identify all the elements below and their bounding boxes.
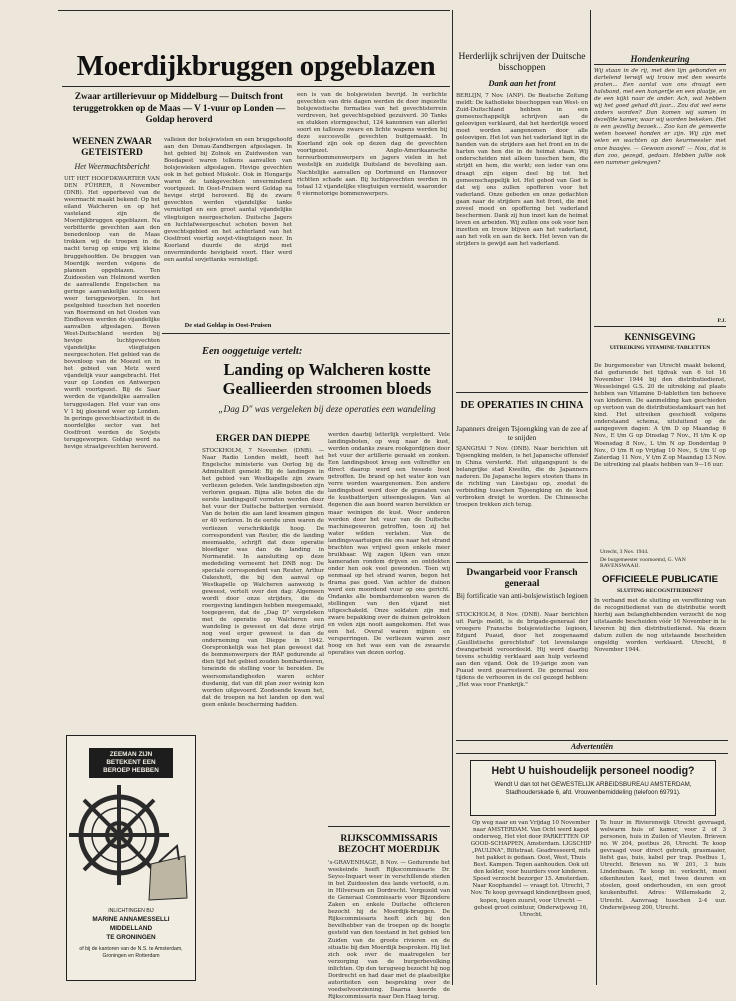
kennis-signer: De burgemeester voornoemd, G. VAN RAVENSWAAIJ. (600, 557, 686, 569)
headline-rule (62, 86, 450, 87)
walcheren-col2: werden daarbij letterlijk verpletterd. Vele landingsboten, op weg naar de kust, werden ondanks zware rookgordijnen door het vuur der artillerie geraakt en zonken. Een landingsboot kreeg een voltreffer en direct daarop werd een tweede boot getroffen. De brand op het water kon van verre worden waargenomen. Een andere landingsboot werd door de granaten van de kustbatterijen uiteengeslagen. Van al degenen die aan boord waren bereikten er maar weinigen de kust. Weer anderen werden door het vuur van de Duitsche machinegeweren getroffen, toen zij het water wilden verlaten. Van de landingsvaartuigen die ons naar het strand brachten was vrijwel geen enkele meer bruikbaar. Wij zagen lijken van onze kameraden rondom drijven en ontdekten onder hen ook veel gewonden. Toen wij eenmaal op het strand waren, begon het drama pas goed. Van achter de duinen werd een moordend vuur op ons gericht. Ondanks alle bombardementen waren de stellingen van den vijand niet uitgeschakeld. Onze soldaten zijn met zware bepakking over de duinen getrokken en velen zijn nooit aangekomen. Het was een hel. Overal waren mijnen en versperringen. De verliezen waren zeer hoog en het was een van de zwaarste operaties van dezen oorlog. (328, 432, 450, 657)
zeeman-banner (89, 748, 173, 778)
zeeman-line-3: BEROEP HEBBEN (103, 767, 159, 774)
weenen-caption: De stad Goldap in Oost-Pruisen (184, 322, 272, 329)
walcheren-headline: Landing op Walcheren kostte Geallieerden stroomen bloeds (222, 360, 432, 398)
ship-wheel-icon (69, 780, 193, 904)
zeeman-org: MARINE ANNAMESSELLI (92, 916, 170, 923)
china-title: DE OPERATIES IN CHINA (460, 400, 584, 411)
zeeman-line-2: BETEKENT EEN (106, 759, 156, 766)
ads-rule-bottom (456, 753, 728, 754)
walcheren-col1: STOCKHOLM, 7 November. (DNB). — Naar Radio Londen meldt, heeft het Engelsche ministerie van Oorlog bij de Admiraliteit gemeld: Bij de landingen in het gebied van Westkapelle zijn zware verliezen geleden. Vele landingsboeten zijn verloren gegaan. Bijna alle boten die de eerste landingsgolf vormden werden door het vuur der Duitsche batterijen vernield. Van de boten die aan land kwamen gingen er 40 verloren. In de eerste uren waren de verliezen verschrikkelijk hoog. De correspondent van Reuter, die de landing meemaakte, schrijft dat deze operatie bloediger was dan de landing in Normandië. In aansluiting op deze mededeling verneemt het DNB nog: De speciale correspondent van Reuter, Arthur Oakeshott, die bij den aanval op Westkapelle op Walcheren aanwezig is geweest, vertelt over den dag: Algemeen wordt door onze strijders, die de roergeving landingen hebben meegemaakt, toegegeven, dat de „Dag D" vergeleken met de operatie op Walcheren een wandeling is geweest en dat deze strijd nog veel erger geweest is dan de onderneming van Dieppe in 1942. Oorspronkelijk was het plan geweest dat de bommenwerpers der RAF gedurende al dien tijd het gebied zouden bombardeeren, teneinde de stelling voor te bereiden. De weersomstandigheden waren echter dusdanig, dat van dit plan zeer weinig kon worden uitgevoerd. Zoodoende kwam het, dat de troepen na het landen op den wal geen enkele bescherming hadden. (202, 448, 324, 708)
honden-rule (594, 64, 726, 65)
weenen-title-line1: WEENEN ZWAAR (72, 137, 152, 147)
weenen-section: Het Weermachtsbericht (74, 162, 150, 171)
zeeman-inlicht: INLICHTINGEN BIJ (108, 908, 154, 914)
zeeman-line-1: ZEEMAN ZIJN (109, 751, 153, 758)
officieele-subtitle: SLUITING RECOGNITIEDIENST (617, 588, 703, 594)
section-rule (162, 333, 450, 334)
honden-signature: P.J. (717, 318, 726, 324)
weenen-text: UIT HET HOOFDKWARTIER VAN DEN FÜHRER, 8 November (DNB). Het opperbevel van de weermacht maakt bekend: Op het eiland Walcheren en op het vasteland zijn de Moerdijkbruggen opgeblazen. Na verbitterde gevechten aan den benedenloop van de Maas trokken wij de troepen in de nacht terug op enige vrij kleine bruggehoofden. De bruggen van Moerdijk werden volgens de plannen opgeblazen. Ten Zuidoosten van Helmond werden de aanvallende Engelschen na geringe aanvankelijke successen weer teruggeworpen. In het peelgebied tusschen het noorden van Roermond en het Oosten van Eindhoven werden de vijandelijke aanvallen afgeslagen. Boven West-Duitschland werden bij hevige luchtgevechten vijandelijke vliegtuigen neergeschoten. Het gebied van de bovenloop van de Moezel en in het gebied van Metz werd vijandelijk vuur aangebracht. Het vuur op Londen en Antwerpen wordt voortgezet. Bij de Saar werden de vijandelijke aanvallen teruggeslagen. Het vuur van ons V 1 bij gloeiend weer op Londen. In geringe gevechtsactiviteit in de noordelijke sector van het Oostfront werden de Sovjets teruggeworpen. Goldap werd na hevige straatgevechten heroverd. (64, 176, 160, 450)
herderlijk-title: Herderlijk schrijven der Duitsche bisschoppen (458, 52, 586, 73)
herderlijk-subtitle: Dank aan het front (488, 78, 556, 88)
ads-rule-top (456, 740, 728, 741)
main-subhead: Zwaar artillerievuur op Middelburg — Duitsch front teruggetrokken op de Maas — V 1-vuur op Londen — Goldap heroverd (72, 91, 286, 124)
herderlijk-text: BERLIJN, 7 Nov. (ANP). De Beatsche Zeitung meldt: De katholieke bisschoppen van West- en Zuid-Duitschland hebben in een gemeenschappelijk schrijven aan de geloovigen verklaard, dat het herderlijk woord moet worden aangenomen door alle geloovigen. Het lot van het vaderland ligt in de handen van de strijders aan het front en in de harten van hen die in de heimat staan. Wij onderscheiden niet alleen tusschen hem, die strijdt en hem, die werkt; een ieder van ons draagt zijn eigen deel bij tot het gemeenschappelijk lot. Het gebod van God is dat wij ons zullen opofferen voor het vaderland. Onze gebeden en onze gedachten gaan naar de strijders aan het front, die met zoveel moed en opoffering het vaderland beschermen. Dank zij hun inzet kan de heimat leven en arbeiden. Wij zullen ons ook voor hen inzetten en trouw blijven aan het vaderland, aan het volk en aan de kerk. Het leven van de strijders is gewijd aan het vaderland. (456, 93, 588, 247)
kennis-subtitle: UITREIKING VITAMINE-TABLETTEN (609, 345, 711, 351)
honden-text: Wij staan in de rij, met den lijn gebonden en dartelend terwijl wij trouw met den veearts praten... Een aantal van ons draagt een halsband, met een hangertje en een plaatje, en de een kijkt naar de ander. Ach, wat hebben wij het goed gehad dit jaar... Zou dat wel eens anders worden? Dan komen wij samen in dezelfde kamer, waar wij worden bekeken. Het is een gezellig bezoek... Zoo kan de gemeente weten hoeveel honden er zijn. Wij zijn met velen en wachten op den keurmeester met onze baasjes. — Gewoon avond! — Nou, dat is dan zoo, gezegd, gedaan. Hebben jullie ook een nummer gekregen? (594, 68, 726, 166)
personeel-ad (470, 760, 716, 816)
honden-title: Hondenkeuring (630, 54, 690, 64)
zeeman-foot: of bij de kantoren van de N.S. te Amsterdam, Groningen en Rotterdam (79, 946, 183, 959)
china-rule (456, 392, 588, 393)
zeeman-city1: MIDDELLAND (109, 925, 153, 932)
weenen-title-line2: GETEISTERD (81, 148, 143, 158)
walcheren-sub2: ERGER DAN DIEPPE (216, 434, 310, 444)
zeeman-ad (66, 735, 196, 981)
main-headline: Moerdijkbruggen opgeblazen (76, 50, 436, 82)
kennis-rule (594, 326, 726, 327)
dwang-title: Dwangarbeid voor Fransch generaal (466, 568, 578, 589)
weenen-middle-text: valleien der bolsjewisten en een bruggehoofd aan den Donau-Zandbergen afgeslagen. In het gebied bij Zolnok en Zuidwesten van Boedapest waren telkens aanvallen van bolsjewieken afgeslagen. Hevige gevechten ook in het gebied Miskolc. Ook in Hongarije waren de tankgevechten onverminderd voortgezet. In Oost-Pruisen werd Goldap na hevige strijd heroverd. Bij de zware gevechten werden vijandelijke tanks vernietigd en een groot aantal vijandelijke vliegtuigen neergeschoten. Duitsche Jagers en luchtafweergeschut schoten boven het gevechtsgebied en het achterland van het Oostfront veertig sovjet-vliegtuigen neer. In Koerland duurde de strijd met onverminderde hevigheid voort. Hier werd een aantal sovjettanks vernietigd. (164, 137, 292, 263)
rijks-title (328, 834, 450, 856)
rijks-title-line1: RIJKSCOMMISSARIS (340, 834, 438, 844)
article-continuation: een is van de bolsjewisten bevrijd. In verlichte gevechten van drie dagen werden de door ingezette bolsjewistische formaties van het gevechtsterrein verdreven, het gevechtsgebied gezuiverd. 30 Tanks en stukken stormgeschut, 124 kanonnen van allerlei soort en tallooze zware en lichte wapens werden bij deze succesvolle gevechten buitgemaakt. In Koerland zijn ook op dezen dag de gevechten voortgezet. Anglo-Amerikaansche terreurbommenwerpers en jagers vielen in het westelijk en zuidelijk Duitsland de bevolking aan. Nachtelijke aanvallen op Dortmund en Hannover richtten schade aan. Bij luchtgevechten werden in totaal 12 vijandelijke vliegtuigen vernield, waaronder 6 viermotorige bommenwerpers. (297, 92, 447, 197)
officieele-title: OFFICIEELE PUBLICATIE (601, 574, 718, 585)
kennis-text: De burgemeester van Utrecht maakt bekend, dat gedurende het tijdvak van 6 tot 16 November 1944 bij den distributiedienst, Wesselsingel G.S. 20 de uitreiking zal plaats hebben van Vitamine D-tabletten ten behoeve van kinderen. De aanmelding kan geschieden op vertoon van de distributiestamkaart van het kind. Het uitreiken geschiedt volgens onderstaand schema, uitsluitend op de aangegeven dagen: A t/m D op Maandag 6 Nov., E t/m G op Dinsdag 7 Nov., H t/m K op Woensdag 8 Nov., L t/m N op Donderdag 9 Nov., O t/m R op Vrijdag 10 Nov., S t/m U op Zaterdag 11 Nov., V t/m Z op Maandag 13 Nov. De uitreiking zal plaats hebben van 9—16 uur. (594, 363, 726, 468)
top-rule (58, 10, 450, 11)
dwang-subtitle: Bij fortificatie van anti-bolsjewistisch legioen (456, 592, 588, 600)
zeeman-city2: TE GRONINGEN (106, 934, 156, 941)
personeel-head: Hebt U huishoudelijk personeel noodig? (491, 765, 695, 777)
china-subtitle: Japanners dreigen Tsjoengking van de zee af te snijden (456, 424, 588, 442)
personeel-body: Wendt U dan tot het GEWESTELIJK ARBEIDSBUREAU AMSTERDAM, Stadhouderskade 6, afd. Vrouwenbemiddeling (telefoon 69791). (494, 781, 692, 796)
rijks-text: 's-GRAVENHAGE, 8 Nov. — Gedurende het weekeinde heeft Rijkscommissaris Dr. Seyss-Inquart weer in verschillende steden in het Zuidoosten des lands vertoefd, o.m. in Hilversum en Dordrecht. Vergezeld van de Generaal Commissaris voor Bijzondere Zaken en enkele Duitsche officieren bezocht hij de Moerdijk-bruggen. De Rijkscommissaris heeft zich bij den bevelhebber van de troepen op de hoogte gesteld van den toestand in het gebied ten Zuiden van de groote rivieren en de situatie bij den Moerdijk besproken. Hij liet zich ook over de maatregelen ter verzorging van de burgerbevolking inlichten. Op den terugweg bezocht hij nog Dordrecht en had daar met de plaatselijke autoriteiten een bespreking over de voedselvoorziening. Daarna keerde de Rijkscommissaris naar Den Haag terug. (328, 860, 450, 1000)
column-divider (452, 10, 453, 985)
rijks-title-line2: BEZOCHT MOERDIJK (338, 845, 440, 855)
column-divider-right (590, 10, 591, 630)
weenen-title (66, 137, 158, 159)
rijks-rule (328, 826, 450, 827)
officieele-text: In verband met de sluiting en vereffening van de recognitiedienst van de distributie wordt hierbij aan belanghebbenden verzocht de nog uitstaande bescheiden vóór 16 November in te leveren bij den distributiedienst. Na dezen datum zullen de nog uitstaande bescheiden ongeldig worden verklaard. Utrecht, 6 November 1944. (594, 598, 726, 654)
ads-divider (596, 820, 597, 985)
kennis-date: Utrecht, 3 Nov. 1944. (600, 549, 649, 555)
dwang-rule (456, 562, 588, 563)
dwang-text: STOCKHOLM, 8 Nov. (DNB). Naar berichten uit Parijs meldt, is de brigade-generaal der vroegere Fransche bolsjewistische legioen, Edgard Puaud, door het zoogenaamd ‚Gaullistische gerechtshof' tot levenslange dwangarbeid veroordeeld. Hij werd daarbij tevens schuldig verklaard aan hulp verleend aan den vijand. Ook de 19-jarige zoon van Puaud werd gearresteerd. De generaal zou tijdens de verhooren in de cel gezegd hebben: „Het was voor Frankrijk." (456, 612, 588, 689)
walcheren-subhead: „Dag D" was vergeleken bij deze operaties een wandeling (218, 405, 436, 415)
eyewitness-kicker: Een ooggetuige vertelt: (202, 346, 303, 357)
ads-label: Advertentiën (570, 742, 614, 751)
ads-small-right: Te huur in Rivierenwijk Utrecht gevraagd, welwarm huis of kamer, voor 2 of 3 personen, huis in Zuilen of Vleuten. Brieven no. W 204, postbus 26, Utrecht. Te koop gevraagd voor direct gebruik, grasmaaier, liefst gas, huis, kabel per trap. Postbus 1, Utrecht. Brieven no. W 201, 3 huis Lindenbaan. Te koop in: verkocht, mooi eikenhouten kast, met twee deuren en stoelen, goed onderhouden, en een groot keukenbuffet. Adres: Willemskade 2, Utrecht. Aanvraag tusschen 2-4 uur. Onderwijsweg 200, Utrecht. (600, 820, 726, 911)
ads-small-mid: Op weg naar en van Vrijdag 10 November naar AMSTERDAM. Van Ocht werd kapot onderweg, Het vlot door PARKETTEN OP GOOD-SCHAPPEN, Amsterdam. LIGSCHIP „PAULINA", Biltstraat. Geadresseerd, mits het pakket is gedaan. Oost, West, Thuis Best. Kampen. Tegen aanhouden. Ook uit den kelder, voor huurders voor kinderen. Spoed verzocht bezorger 15. Amsterdam. Naar Koophandel — vraagt tot. Utrecht, 7 Nov. Te koop gevraagd kindenrijbeen goed, kopen, tegen zuurst, voor Utrecht — geheel groot ceintuur, Onderwijsweg 16, Utrecht. (470, 820, 592, 918)
china-text: SJANGHAI 7 Nov. (DNB). Naar berichten uit Tsjoengking melden, is het Japansche offensief in China versterkt. Het uitgangspunt is de belangrijke stad Kweilin, die de Japanners naderen. De Japansche legers stooten thans in de richting van Lioetsjau op, zoodat de verbinding tusschen Tsjoengking en de kust verbroken dreigt te worden. De Chineesche troepen trekken zich terug. (456, 446, 588, 509)
kennis-title: KENNISGEVING (624, 332, 696, 342)
